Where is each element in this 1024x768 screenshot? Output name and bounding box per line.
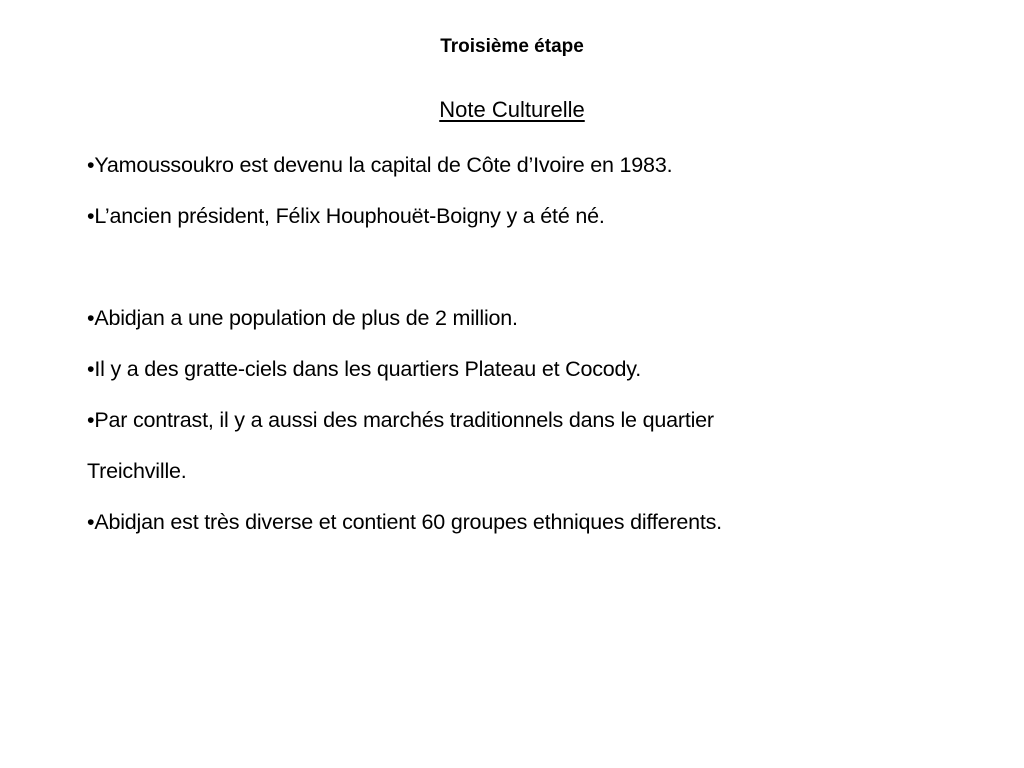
bullet-marker: • — [87, 153, 95, 177]
bullet-item — [87, 140, 987, 191]
bullet-item — [87, 395, 987, 446]
bullet-text: Yamoussoukro est devenu la capital de Côte d’Ivoire en 1983. — [94, 153, 673, 177]
spacer — [87, 242, 987, 293]
section-heading: Note Culturelle — [439, 97, 585, 122]
slide-title: Troisième étape — [440, 36, 584, 57]
bullet-text: Par contrast, il y a aussi des marchés traditionnels dans le quartier — [94, 408, 714, 432]
bullet-text: Abidjan a une population de plus de 2 million. — [94, 306, 518, 330]
bullet-marker: • — [87, 357, 95, 381]
bullet-text: Il y a des gratte-ciels dans les quartiers Plateau et Cocody. — [94, 357, 642, 381]
bullet-item — [87, 293, 987, 344]
bullet-item — [87, 344, 987, 395]
bullet-marker: • — [87, 510, 95, 534]
bullet-text: L’ancien président, Félix Houphouët-Boigny y a été né. — [94, 204, 605, 228]
bullet-item — [87, 497, 987, 548]
bullet-item — [87, 191, 987, 242]
bullet-continuation: Treichville. — [87, 459, 187, 483]
bullet-marker: • — [87, 306, 95, 330]
bullet-text: Abidjan est très diverse et contient 60 groupes ethniques differents. — [94, 510, 722, 534]
bullet-marker: • — [87, 408, 95, 432]
bullet-list — [87, 140, 987, 548]
bullet-marker: • — [87, 204, 95, 228]
